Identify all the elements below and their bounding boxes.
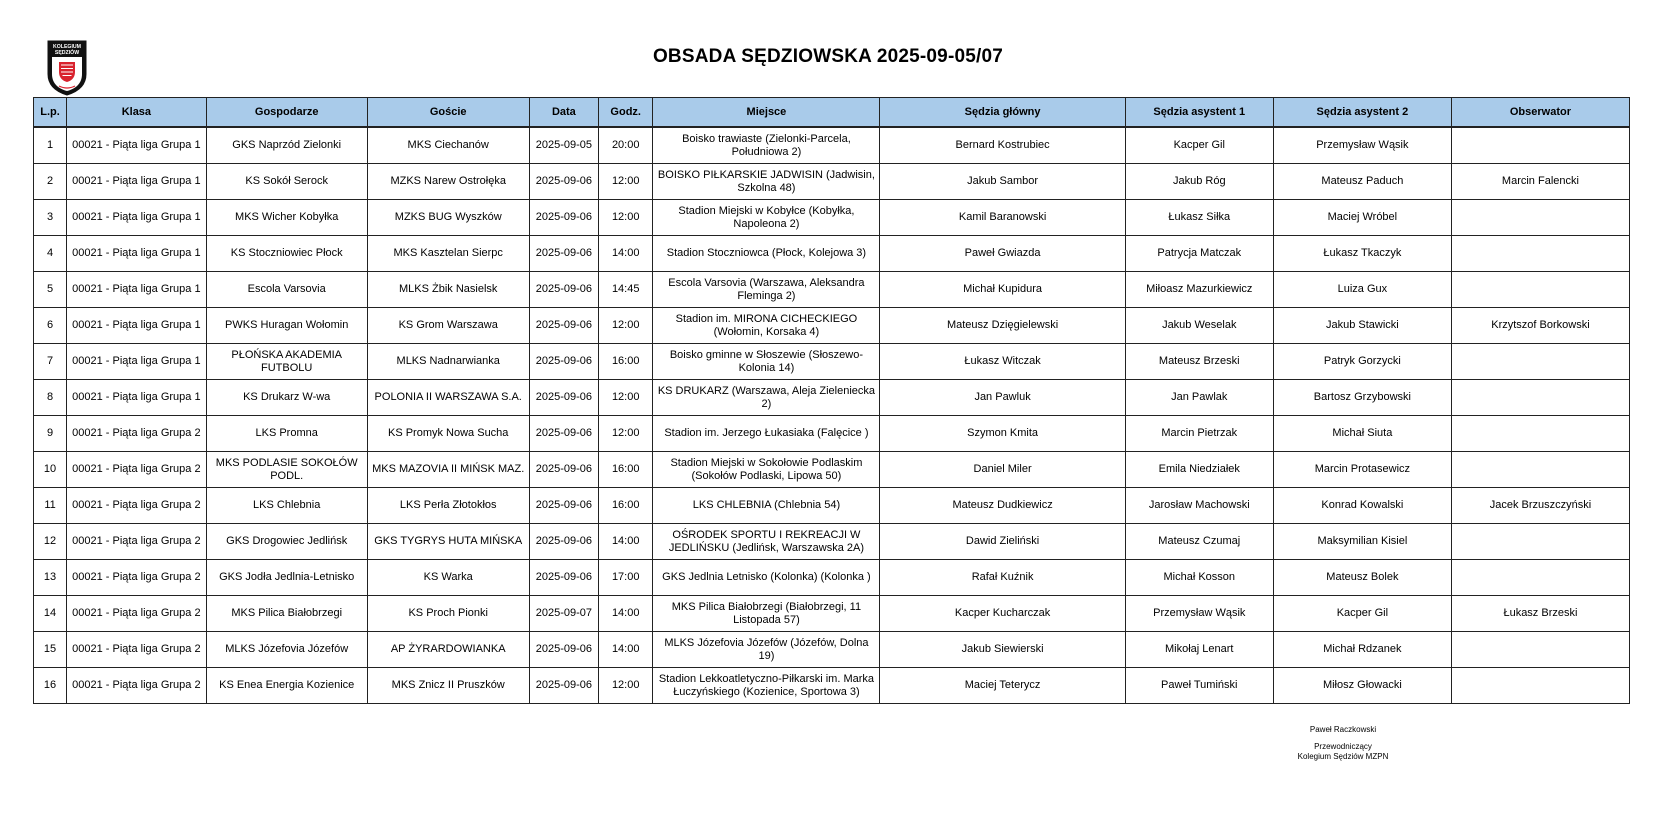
cell-gospodarze: GKS Drogowiec Jedlińsk bbox=[206, 524, 367, 560]
cell-obserwator bbox=[1451, 344, 1629, 380]
col-header-miejsce: Miejsce bbox=[653, 98, 880, 128]
cell-sedzia-glowny: Mateusz Dzięgielewski bbox=[880, 308, 1125, 344]
cell-miejsce: MLKS Józefovia Józefów (Józefów, Dolna 19) bbox=[653, 632, 880, 668]
signature-role: Przewodniczący bbox=[1314, 742, 1372, 751]
cell-sedzia-glowny: Jakub Sambor bbox=[880, 164, 1125, 200]
table-row bbox=[34, 164, 1630, 200]
col-header-gospodarze: Gospodarze bbox=[206, 98, 367, 128]
cell-miejsce: KS DRUKARZ (Warszawa, Aleja Zieleniecka 2) bbox=[653, 380, 880, 416]
cell-klasa: 00021 - Piąta liga Grupa 2 bbox=[67, 524, 207, 560]
cell-godz: 12:00 bbox=[599, 416, 653, 452]
table-row bbox=[34, 416, 1630, 452]
table-row bbox=[34, 452, 1630, 488]
table-row bbox=[34, 524, 1630, 560]
cell-asystent-2: Michał Rdzanek bbox=[1273, 632, 1451, 668]
cell-obserwator: Jacek Brzuszczyński bbox=[1451, 488, 1629, 524]
col-header-data: Data bbox=[529, 98, 598, 128]
table-row bbox=[34, 236, 1630, 272]
cell-gospodarze: KS Stoczniowiec Płock bbox=[206, 236, 367, 272]
cell-obserwator bbox=[1451, 560, 1629, 596]
cell-klasa: 00021 - Piąta liga Grupa 2 bbox=[67, 668, 207, 704]
cell-obserwator bbox=[1451, 272, 1629, 308]
cell-data: 2025-09-06 bbox=[529, 164, 598, 200]
cell-klasa: 00021 - Piąta liga Grupa 2 bbox=[67, 596, 207, 632]
cell-asystent-1: Kacper Gil bbox=[1125, 127, 1273, 164]
cell-goscie: MLKS Nadnarwianka bbox=[367, 344, 529, 380]
table-row bbox=[34, 200, 1630, 236]
cell-data: 2025-09-06 bbox=[529, 452, 598, 488]
cell-asystent-2: Marcin Protasewicz bbox=[1273, 452, 1451, 488]
cell-godz: 14:45 bbox=[599, 272, 653, 308]
cell-goscie: MKS MAZOVIA II MIŃSK MAZ. bbox=[367, 452, 529, 488]
cell-godz: 12:00 bbox=[599, 164, 653, 200]
cell-lp: 8 bbox=[34, 380, 67, 416]
cell-lp: 6 bbox=[34, 308, 67, 344]
header-row bbox=[34, 98, 1630, 128]
col-header-asystent-2: Sędzia asystent 2 bbox=[1273, 98, 1451, 128]
cell-lp: 12 bbox=[34, 524, 67, 560]
table-row bbox=[34, 272, 1630, 308]
cell-gospodarze: KS Drukarz W-wa bbox=[206, 380, 367, 416]
table-row bbox=[34, 380, 1630, 416]
col-header-sedzia-glowny: Sędzia główny bbox=[880, 98, 1125, 128]
cell-data: 2025-09-06 bbox=[529, 416, 598, 452]
cell-obserwator: Marcin Falencki bbox=[1451, 164, 1629, 200]
col-header-godz: Godz. bbox=[599, 98, 653, 128]
cell-sedzia-glowny: Daniel Miler bbox=[880, 452, 1125, 488]
cell-asystent-2: Miłosz Głowacki bbox=[1273, 668, 1451, 704]
cell-miejsce: Stadion im. Jerzego Łukasiaka (Falęcice ) bbox=[653, 416, 880, 452]
cell-klasa: 00021 - Piąta liga Grupa 1 bbox=[67, 236, 207, 272]
cell-gospodarze: MKS Pilica Białobrzegi bbox=[206, 596, 367, 632]
cell-godz: 14:00 bbox=[599, 632, 653, 668]
cell-miejsce: Boisko gminne w Słoszewie (Słoszewo-Kolonia 14) bbox=[653, 344, 880, 380]
cell-sedzia-glowny: Dawid Zieliński bbox=[880, 524, 1125, 560]
table-row bbox=[34, 668, 1630, 704]
cell-asystent-1: Patrycja Matczak bbox=[1125, 236, 1273, 272]
cell-data: 2025-09-06 bbox=[529, 488, 598, 524]
logo-text-line2: SĘDZIÓW bbox=[54, 50, 80, 56]
cell-sedzia-glowny: Michał Kupidura bbox=[880, 272, 1125, 308]
cell-godz: 14:00 bbox=[599, 524, 653, 560]
cell-asystent-2: Maciej Wróbel bbox=[1273, 200, 1451, 236]
cell-sedzia-glowny: Kacper Kucharczak bbox=[880, 596, 1125, 632]
cell-asystent-1: Mikołaj Lenart bbox=[1125, 632, 1273, 668]
cell-gospodarze: LKS Chlebnia bbox=[206, 488, 367, 524]
cell-godz: 12:00 bbox=[599, 200, 653, 236]
cell-asystent-2: Konrad Kowalski bbox=[1273, 488, 1451, 524]
cell-asystent-2: Michał Siuta bbox=[1273, 416, 1451, 452]
cell-lp: 14 bbox=[34, 596, 67, 632]
cell-asystent-2: Kacper Gil bbox=[1273, 596, 1451, 632]
table-row bbox=[34, 488, 1630, 524]
cell-godz: 14:00 bbox=[599, 596, 653, 632]
cell-asystent-1: Miłoasz Mazurkiewicz bbox=[1125, 272, 1273, 308]
cell-gospodarze: GKS Jodła Jedlnia-Letnisko bbox=[206, 560, 367, 596]
cell-obserwator bbox=[1451, 452, 1629, 488]
cell-klasa: 00021 - Piąta liga Grupa 2 bbox=[67, 452, 207, 488]
cell-goscie: GKS TYGRYS HUTA MIŃSKA bbox=[367, 524, 529, 560]
cell-klasa: 00021 - Piąta liga Grupa 1 bbox=[67, 164, 207, 200]
cell-gospodarze: GKS Naprzód Zielonki bbox=[206, 127, 367, 164]
cell-asystent-1: Jakub Róg bbox=[1125, 164, 1273, 200]
cell-asystent-1: Przemysław Wąsik bbox=[1125, 596, 1273, 632]
cell-goscie: MKS Ciechanów bbox=[367, 127, 529, 164]
cell-goscie: MZKS Narew Ostrołęka bbox=[367, 164, 529, 200]
cell-gospodarze: PWKS Huragan Wołomin bbox=[206, 308, 367, 344]
cell-miejsce: BOISKO PIŁKARSKIE JADWISIN (Jadwisin, Szkolna 48) bbox=[653, 164, 880, 200]
cell-lp: 2 bbox=[34, 164, 67, 200]
cell-lp: 9 bbox=[34, 416, 67, 452]
cell-sedzia-glowny: Łukasz Witczak bbox=[880, 344, 1125, 380]
cell-gospodarze: MKS PODLASIE SOKOŁÓW PODL. bbox=[206, 452, 367, 488]
cell-miejsce: Boisko trawiaste (Zielonki-Parcela, Południowa 2) bbox=[653, 127, 880, 164]
cell-miejsce: LKS CHLEBNIA (Chlebnia 54) bbox=[653, 488, 880, 524]
cell-asystent-1: Mateusz Brzeski bbox=[1125, 344, 1273, 380]
cell-obserwator bbox=[1451, 200, 1629, 236]
cell-sedzia-glowny: Kamil Baranowski bbox=[880, 200, 1125, 236]
cell-lp: 7 bbox=[34, 344, 67, 380]
cell-obserwator: Krzytszof Borkowski bbox=[1451, 308, 1629, 344]
cell-asystent-2: Łukasz Tkaczyk bbox=[1273, 236, 1451, 272]
cell-godz: 12:00 bbox=[599, 380, 653, 416]
col-header-obserwator: Obserwator bbox=[1451, 98, 1629, 128]
table-row bbox=[34, 308, 1630, 344]
cell-data: 2025-09-06 bbox=[529, 344, 598, 380]
cell-miejsce: OŚRODEK SPORTU I REKREACJI W JEDLIŃSKU (Jedlińsk, Warszawska 2A) bbox=[653, 524, 880, 560]
cell-data: 2025-09-06 bbox=[529, 668, 598, 704]
cell-sedzia-glowny: Mateusz Dudkiewicz bbox=[880, 488, 1125, 524]
cell-godz: 17:00 bbox=[599, 560, 653, 596]
cell-obserwator bbox=[1451, 524, 1629, 560]
cell-goscie: LKS Perła Złotokłos bbox=[367, 488, 529, 524]
cell-gospodarze: MKS Wicher Kobyłka bbox=[206, 200, 367, 236]
cell-asystent-1: Emila Niedziałek bbox=[1125, 452, 1273, 488]
cell-klasa: 00021 - Piąta liga Grupa 1 bbox=[67, 344, 207, 380]
cell-godz: 16:00 bbox=[599, 344, 653, 380]
cell-data: 2025-09-06 bbox=[529, 272, 598, 308]
cell-goscie: KS Warka bbox=[367, 560, 529, 596]
cell-gospodarze: KS Enea Energia Kozienice bbox=[206, 668, 367, 704]
cell-miejsce: Stadion Miejski w Sokołowie Podlaskim (Sokołów Podlaski, Lipowa 50) bbox=[653, 452, 880, 488]
cell-asystent-1: Jarosław Machowski bbox=[1125, 488, 1273, 524]
cell-goscie: MKS Znicz II Pruszków bbox=[367, 668, 529, 704]
cell-goscie: POLONIA II WARSZAWA S.A. bbox=[367, 380, 529, 416]
cell-obserwator bbox=[1451, 380, 1629, 416]
cell-data: 2025-09-06 bbox=[529, 524, 598, 560]
cell-godz: 16:00 bbox=[599, 488, 653, 524]
cell-goscie: KS Grom Warszawa bbox=[367, 308, 529, 344]
table-row bbox=[34, 560, 1630, 596]
cell-goscie: MLKS Żbik Nasielsk bbox=[367, 272, 529, 308]
cell-klasa: 00021 - Piąta liga Grupa 2 bbox=[67, 632, 207, 668]
cell-gospodarze: KS Sokół Serock bbox=[206, 164, 367, 200]
cell-goscie: MZKS BUG Wyszków bbox=[367, 200, 529, 236]
cell-klasa: 00021 - Piąta liga Grupa 1 bbox=[67, 308, 207, 344]
cell-klasa: 00021 - Piąta liga Grupa 1 bbox=[67, 272, 207, 308]
cell-data: 2025-09-06 bbox=[529, 380, 598, 416]
signature-org: Kolegium Sędziów MZPN bbox=[1297, 752, 1389, 761]
cell-lp: 15 bbox=[34, 632, 67, 668]
cell-godz: 12:00 bbox=[599, 668, 653, 704]
cell-sedzia-glowny: Maciej Teterycz bbox=[880, 668, 1125, 704]
cell-goscie: MKS Kasztelan Sierpc bbox=[367, 236, 529, 272]
cell-gospodarze: LKS Promna bbox=[206, 416, 367, 452]
cell-klasa: 00021 - Piąta liga Grupa 1 bbox=[67, 200, 207, 236]
table-row bbox=[34, 632, 1630, 668]
cell-gospodarze: MLKS Józefovia Józefów bbox=[206, 632, 367, 668]
cell-klasa: 00021 - Piąta liga Grupa 2 bbox=[67, 488, 207, 524]
cell-godz: 16:00 bbox=[599, 452, 653, 488]
cell-obserwator bbox=[1451, 668, 1629, 704]
cell-data: 2025-09-06 bbox=[529, 200, 598, 236]
cell-goscie: KS Proch Pionki bbox=[367, 596, 529, 632]
table-row bbox=[34, 344, 1630, 380]
cell-asystent-2: Maksymilian Kisiel bbox=[1273, 524, 1451, 560]
cell-lp: 4 bbox=[34, 236, 67, 272]
cell-miejsce: Stadion Stoczniowca (Płock, Kolejowa 3) bbox=[653, 236, 880, 272]
logo-text-line1: KOLEGIUM bbox=[53, 44, 81, 50]
cell-miejsce: GKS Jedlnia Letnisko (Kolonka) (Kolonka ) bbox=[653, 560, 880, 596]
cell-miejsce: Stadion Lekkoatletyczno-Piłkarski im. Marka Łuczyńskiego (Kozienice, Sportowa 3) bbox=[653, 668, 880, 704]
cell-lp: 13 bbox=[34, 560, 67, 596]
col-header-asystent-1: Sędzia asystent 1 bbox=[1125, 98, 1273, 128]
cell-sedzia-glowny: Paweł Gwiazda bbox=[880, 236, 1125, 272]
cell-lp: 11 bbox=[34, 488, 67, 524]
cell-data: 2025-09-05 bbox=[529, 127, 598, 164]
cell-obserwator bbox=[1451, 127, 1629, 164]
cell-lp: 10 bbox=[34, 452, 67, 488]
cell-klasa: 00021 - Piąta liga Grupa 1 bbox=[67, 127, 207, 164]
col-header-lp: L.p. bbox=[34, 98, 67, 128]
cell-klasa: 00021 - Piąta liga Grupa 2 bbox=[67, 560, 207, 596]
cell-asystent-2: Jakub Stawicki bbox=[1273, 308, 1451, 344]
cell-sedzia-glowny: Bernard Kostrubiec bbox=[880, 127, 1125, 164]
cell-asystent-1: Marcin Pietrzak bbox=[1125, 416, 1273, 452]
signature-name: Paweł Raczkowski bbox=[1309, 725, 1377, 734]
cell-asystent-2: Patryk Gorzycki bbox=[1273, 344, 1451, 380]
cell-godz: 12:00 bbox=[599, 308, 653, 344]
cell-asystent-2: Mateusz Bolek bbox=[1273, 560, 1451, 596]
cell-gospodarze: Escola Varsovia bbox=[206, 272, 367, 308]
cell-sedzia-glowny: Szymon Kmita bbox=[880, 416, 1125, 452]
cell-obserwator bbox=[1451, 632, 1629, 668]
cell-lp: 5 bbox=[34, 272, 67, 308]
cell-data: 2025-09-06 bbox=[529, 236, 598, 272]
cell-data: 2025-09-06 bbox=[529, 560, 598, 596]
assignments-table bbox=[33, 97, 1630, 704]
cell-klasa: 00021 - Piąta liga Grupa 2 bbox=[67, 416, 207, 452]
cell-asystent-1: Mateusz Czumaj bbox=[1125, 524, 1273, 560]
cell-sedzia-glowny: Jakub Siewierski bbox=[880, 632, 1125, 668]
cell-goscie: KS Promyk Nowa Sucha bbox=[367, 416, 529, 452]
cell-sedzia-glowny: Jan Pawluk bbox=[880, 380, 1125, 416]
cell-klasa: 00021 - Piąta liga Grupa 1 bbox=[67, 380, 207, 416]
cell-lp: 1 bbox=[34, 127, 67, 164]
cell-data: 2025-09-06 bbox=[529, 632, 598, 668]
page-title: OBSADA SĘDZIOWSKA 2025-09-05/07 bbox=[652, 46, 1004, 67]
cell-godz: 14:00 bbox=[599, 236, 653, 272]
cell-gospodarze: PŁOŃSKA AKADEMIA FUTBOLU bbox=[206, 344, 367, 380]
cell-asystent-1: Paweł Tumiński bbox=[1125, 668, 1273, 704]
table-row bbox=[34, 596, 1630, 632]
cell-asystent-2: Luiza Gux bbox=[1273, 272, 1451, 308]
cell-data: 2025-09-06 bbox=[529, 308, 598, 344]
cell-data: 2025-09-07 bbox=[529, 596, 598, 632]
cell-godz: 20:00 bbox=[599, 127, 653, 164]
cell-obserwator bbox=[1451, 416, 1629, 452]
cell-asystent-1: Jakub Weselak bbox=[1125, 308, 1273, 344]
cell-asystent-2: Przemysław Wąsik bbox=[1273, 127, 1451, 164]
cell-miejsce: Stadion im. MIRONA CICHECKIEGO (Wołomin, Korsaka 4) bbox=[653, 308, 880, 344]
cell-goscie: AP ŻYRARDOWIANKA bbox=[367, 632, 529, 668]
cell-asystent-1: Łukasz Siłka bbox=[1125, 200, 1273, 236]
cell-asystent-1: Michał Kosson bbox=[1125, 560, 1273, 596]
cell-asystent-1: Jan Pawlak bbox=[1125, 380, 1273, 416]
cell-asystent-2: Mateusz Paduch bbox=[1273, 164, 1451, 200]
cell-miejsce: Stadion Miejski w Kobyłce (Kobyłka, Napoleona 2) bbox=[653, 200, 880, 236]
cell-asystent-2: Bartosz Grzybowski bbox=[1273, 380, 1451, 416]
col-header-goscie: Goście bbox=[367, 98, 529, 128]
cell-miejsce: Escola Varsovia (Warszawa, Aleksandra Fleminga 2) bbox=[653, 272, 880, 308]
cell-lp: 3 bbox=[34, 200, 67, 236]
cell-miejsce: MKS Pilica Białobrzegi (Białobrzegi, 11 Listopada 57) bbox=[653, 596, 880, 632]
cell-obserwator: Łukasz Brzeski bbox=[1451, 596, 1629, 632]
table-row bbox=[34, 127, 1630, 164]
cell-sedzia-glowny: Rafał Kuźnik bbox=[880, 560, 1125, 596]
col-header-klasa: Klasa bbox=[67, 98, 207, 128]
cell-obserwator bbox=[1451, 236, 1629, 272]
cell-lp: 16 bbox=[34, 668, 67, 704]
